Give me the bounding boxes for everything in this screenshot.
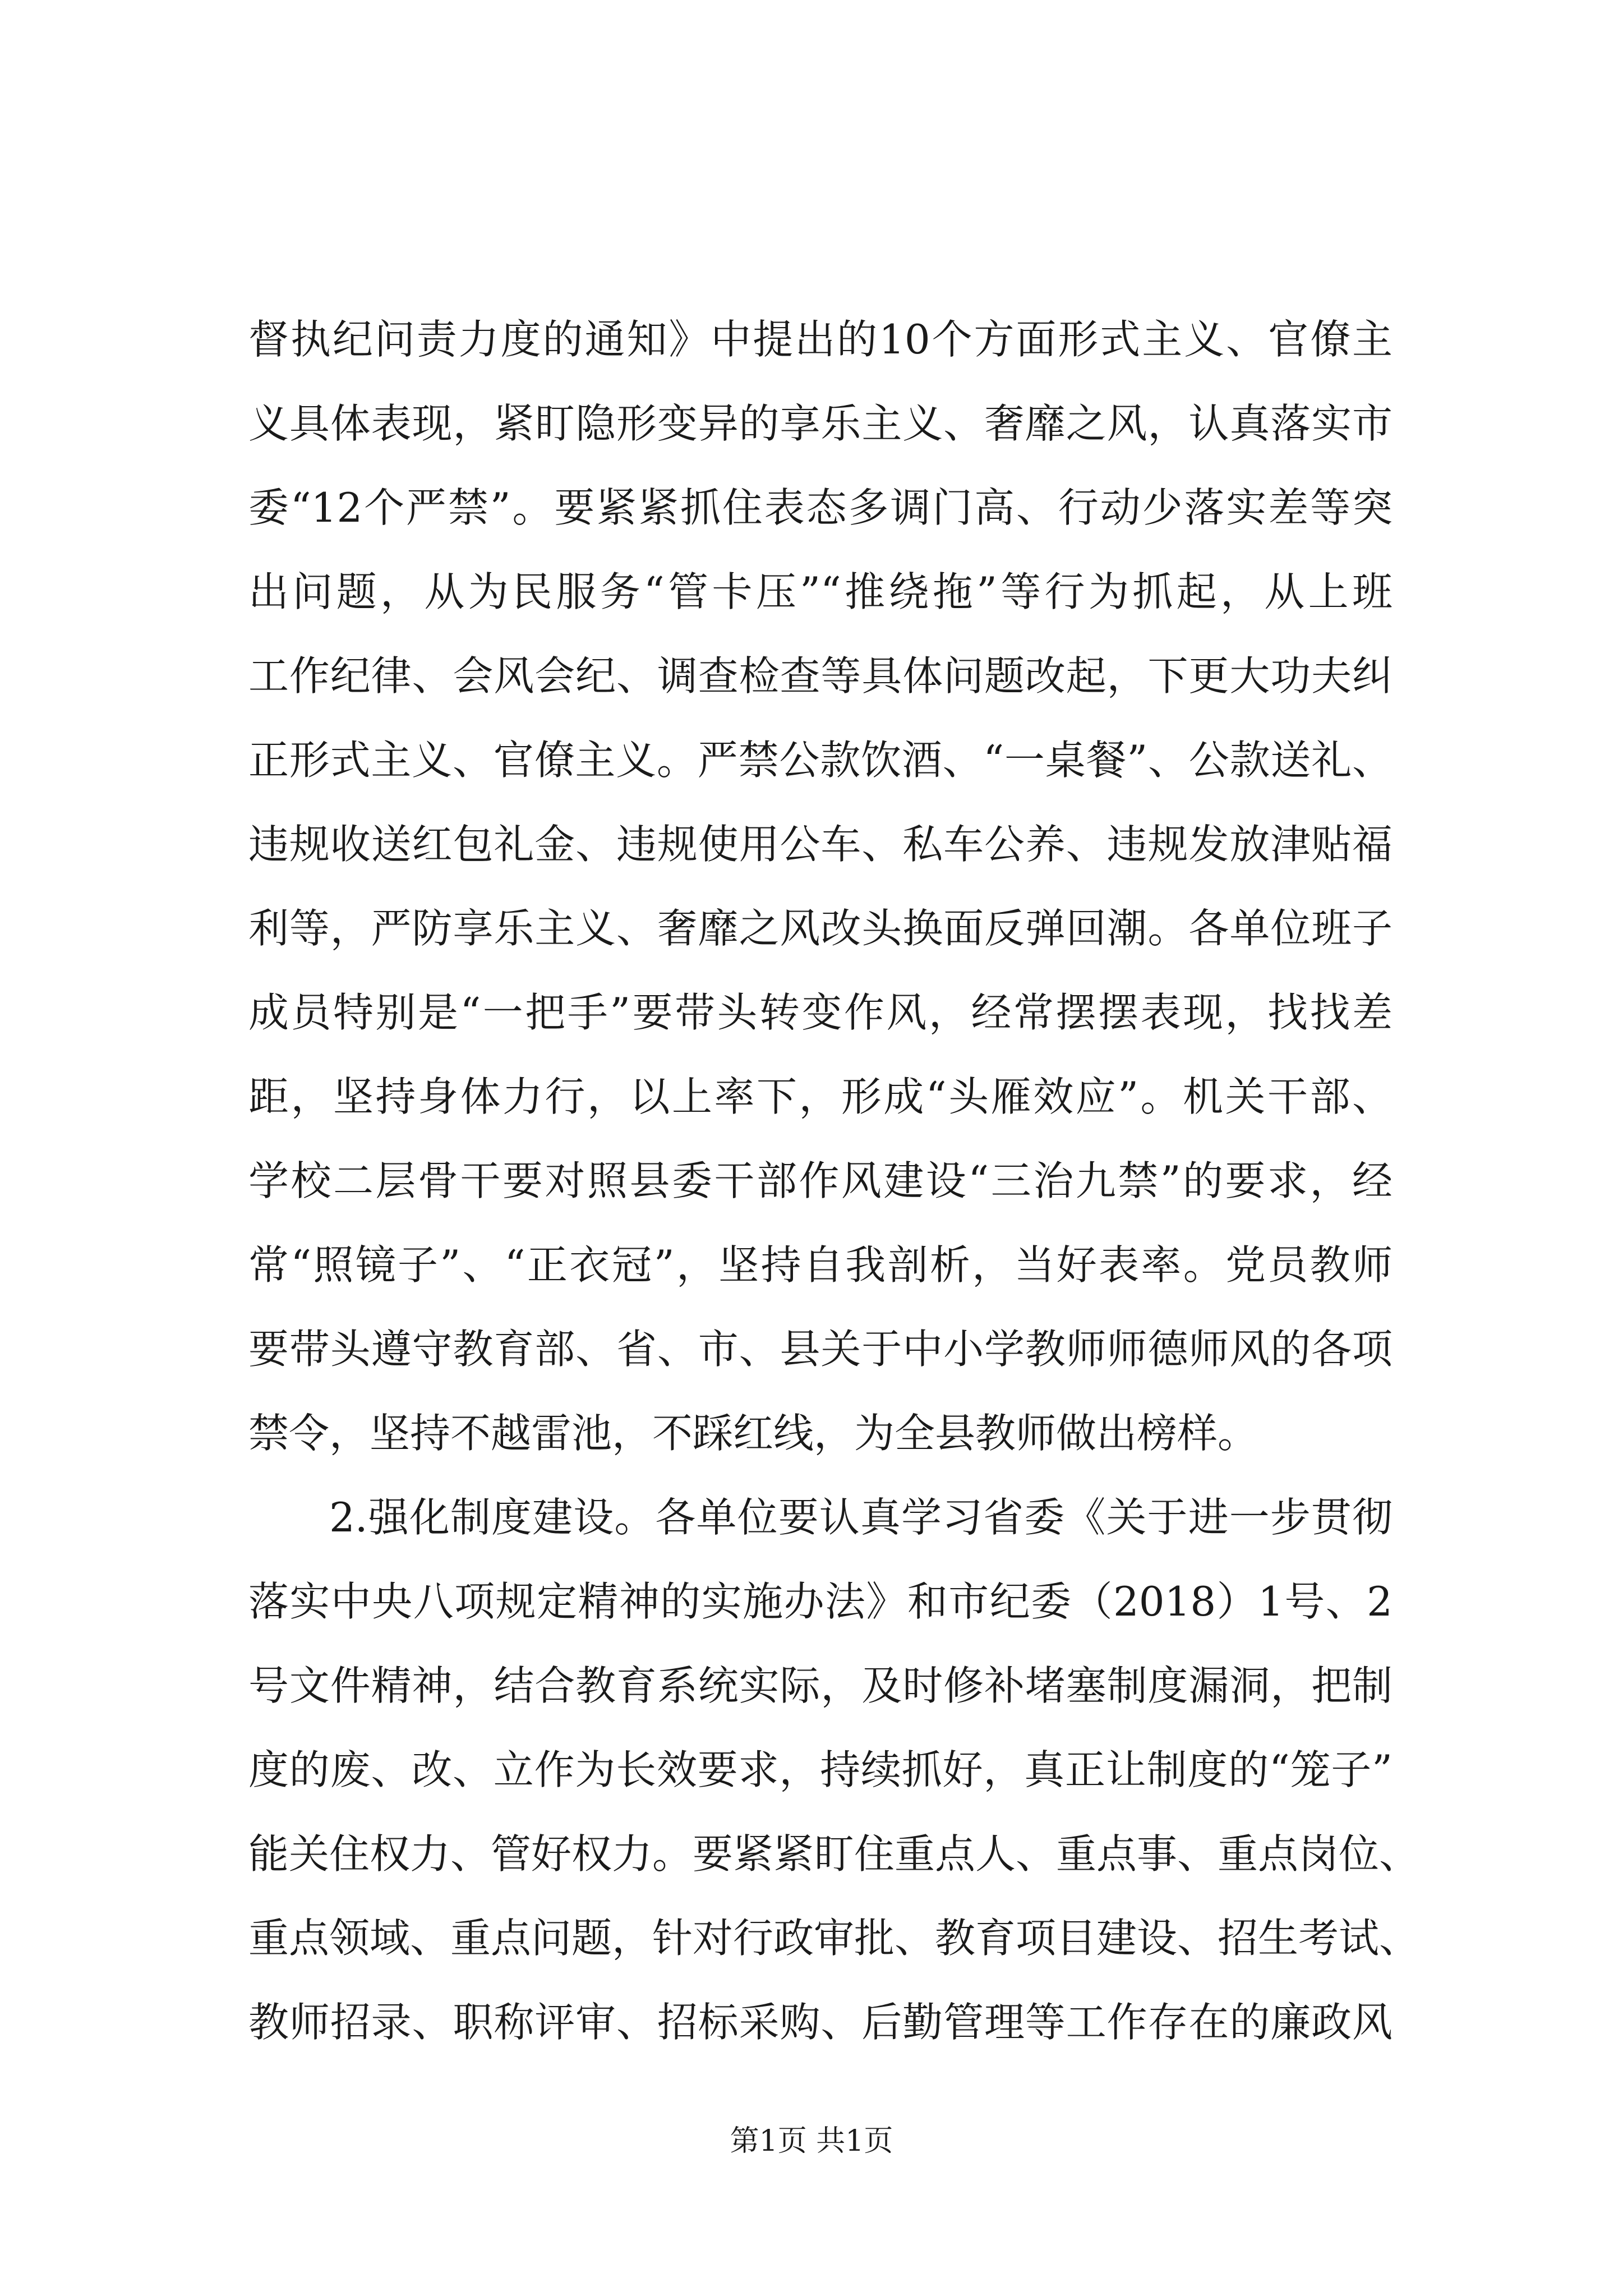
text-line: 委“12个严禁”。要紧紧抓住表态多调门高、行动少落实差等突: [248, 484, 1393, 531]
text-line: 落实中央八项规定精神的实施办法》和市纪委（2018）1号、2: [248, 1578, 1393, 1625]
text-line: 正形式主义、官僚主义。严禁公款饮酒、“一桌餐”、公款送礼、: [248, 737, 1393, 784]
text-line: 违规收送红包礼金、违规使用公车、私车公养、违规发放津贴福: [248, 821, 1393, 868]
text-line: 常“照镜子”、“正衣冠”，坚持自我剖析，当好表率。党员教师: [248, 1241, 1393, 1289]
text-line: 出问题，从为民服务“管卡压”“推绕拖”等行为抓起，从上班: [248, 568, 1393, 615]
text-line: 度的废、改、立作为长效要求，持续抓好，真正让制度的“笼子”: [248, 1746, 1393, 1793]
text-line: 工作纪律、会风会纪、调查检查等具体问题改起，下更大功夫纠: [248, 652, 1393, 700]
text-line: 号文件精神，结合教育系统实际，及时修补堵塞制度漏洞，把制: [248, 1662, 1393, 1709]
text-line: 成员特别是“一把手”要带头转变作风，经常摆摆表现，找找差: [248, 989, 1393, 1036]
text-line: 能关住权力、管好权力。要紧紧盯住重点人、重点事、重点岗位、: [248, 1830, 1420, 1878]
text-line: 利等，严防享乐主义、奢靡之风改头换面反弹回潮。各单位班子: [248, 905, 1393, 952]
paragraph-end-line: 禁令，坚持不越雷池，不踩红线，为全县教师做出榜样。: [248, 1410, 1258, 1457]
text-line: 学校二层骨干要对照县委干部作风建设“三治九禁”的要求，经: [248, 1157, 1393, 1204]
text-line: 义具体表现，紧盯隐形变异的享乐主义、奢靡之风，认真落实市: [248, 400, 1393, 447]
text-line: 重点领域、重点问题，针对行政审批、教育项目建设、招生考试、: [248, 1915, 1420, 1962]
text-line: 教师招录、职称评审、招标采购、后勤管理等工作存在的廉政风: [248, 1999, 1393, 2046]
paragraph-start-line: 2.强化制度建设。各单位要认真学习省委《关于进一步贯彻: [329, 1494, 1393, 1541]
page-number: 第1页 共1页: [730, 2124, 893, 2158]
text-line: 督执纪问责力度的通知》中提出的10个方面形式主义、官僚主: [248, 316, 1393, 363]
text-line: 要带头遵守教育部、省、市、县关于中小学教师师德师风的各项: [248, 1326, 1393, 1373]
page-footer: [0, 2122, 1623, 2161]
body-text: [248, 297, 1420, 2064]
text-line: 距，坚持身体力行，以上率下，形成“头雁效应”。机关干部、: [248, 1073, 1393, 1120]
